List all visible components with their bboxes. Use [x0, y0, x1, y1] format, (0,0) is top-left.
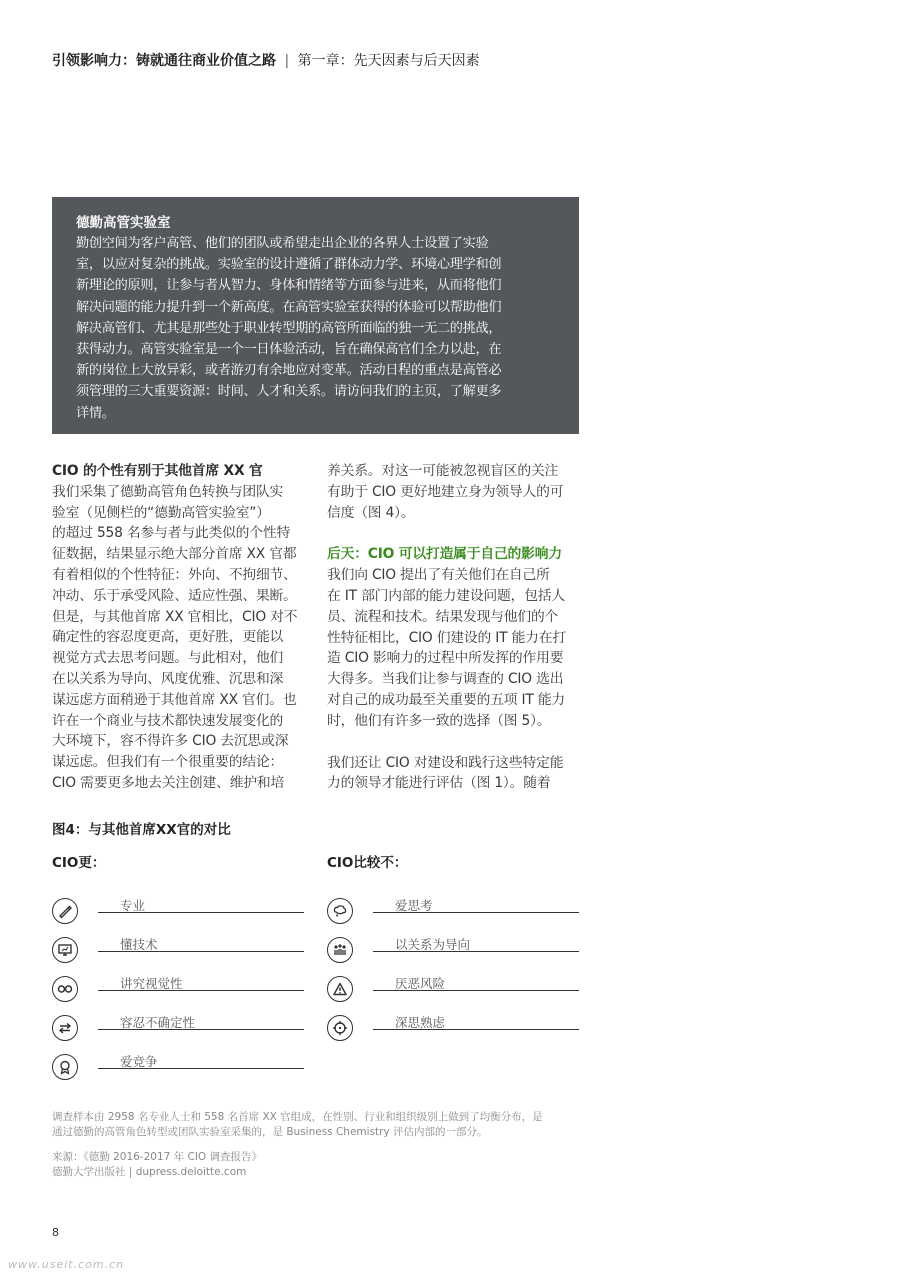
figure-item-label: 爱竞争 [120, 1054, 158, 1069]
text-line: 许在一个商业与技术都快速发展变化的 [52, 712, 284, 729]
text-line: 有助于 CIO 更好地建立身为领导人的可 [327, 483, 564, 500]
monitor-icon [52, 937, 78, 963]
sidebar-body [76, 233, 557, 424]
survey-note [52, 1110, 582, 1140]
sidebar-line: 勤创空间为客户高管、他们的团队或希望走出企业的各界人士设置了实验 [76, 236, 489, 251]
body-paragraph [327, 753, 581, 795]
note-line: 调查样本由 2958 名专业人士和 558 名首席 XX 官组成，在性别、行业和组织级别上做到了均衡分布，是 [52, 1111, 543, 1123]
thought-bubble-icon [327, 898, 353, 924]
section-heading: CIO 的个性有别于其他首席 XX 官 [52, 463, 263, 479]
running-header [52, 50, 480, 70]
text-line: 但是，与其他首席 XX 官相比，CIO 对不 [52, 608, 298, 625]
text-line: 有着相似的个性特征：外向、不拘细节、 [52, 566, 297, 583]
pen-icon [52, 898, 78, 924]
body-paragraph [327, 565, 581, 731]
page-number: 8 [52, 1226, 59, 1239]
header-separator: | [284, 53, 290, 69]
award-ribbon-icon [52, 1054, 78, 1080]
body-paragraph [52, 482, 306, 794]
sidebar-line: 室，以应对复杂的挑战。实验室的设计遵循了群体动力学、环境心理学和创 [76, 257, 502, 273]
sidebar-line: 解决高管们、尤其是那些处于职业转型期的高管所面临的独一无二的挑战， [76, 320, 502, 336]
source-note [52, 1150, 262, 1180]
text-line: 员、流程和技术。结果发现与他们的个 [327, 608, 559, 625]
target-icon [327, 1015, 353, 1041]
source-line: 来源：《德勤 2016-2017 年 CIO 调查报告》 [52, 1151, 263, 1163]
sidebar-line: 解决问题的能力提升到一个新高度。在高管实验室获得的体验可以帮助他们 [76, 299, 502, 315]
text-line: 性特征相比，CIO 们建设的 IT 能力在打 [327, 629, 566, 646]
figure-item-label: 讲究视觉性 [120, 976, 183, 991]
text-line: 视觉方式去思考问题。与此相对，他们 [52, 650, 284, 667]
figure-item-label: 深思熟虑 [395, 1015, 446, 1030]
body-paragraph [327, 461, 581, 523]
text-line: 大得多。当我们让参与调查的 CIO 选出 [327, 671, 564, 688]
figure-item [52, 1054, 306, 1106]
figure-item [52, 1015, 306, 1067]
text-line: 冲动、乐于承受风险、适应性强、果断。 [52, 587, 297, 604]
figure-group-title-more: CIO更： [52, 855, 106, 871]
source-line: 德勤大学出版社 | dupress.deloitte.com [52, 1166, 247, 1178]
figure-item-label: 懂技术 [120, 937, 158, 952]
text-line: 养关系。对这一可能被忽视盲区的关注 [327, 463, 559, 479]
header-title: 引领影响力：铸就通往商业价值之路 [52, 53, 276, 69]
figure-item-label: 容忍不确定性 [120, 1015, 196, 1030]
text-line: 的超过 558 名参与者与此类似的个性特 [52, 525, 291, 542]
text-line: 对自己的成功最至关重要的五项 IT 能力 [327, 691, 566, 708]
sidebar-line: 获得动力。高管实验室是一个一日体验活动，旨在确保高官们全力以赴，在 [76, 342, 502, 358]
text-line: 征数据，结果显示绝大部分首席 XX 官都 [52, 546, 297, 563]
text-line: 在 IT 部门内部的能力建设问题，包括人 [327, 587, 566, 604]
sidebar-line: 新的岗位上大放异彩，或者游刃有余地应对变革。活动日程的重点是高管必 [76, 363, 502, 379]
text-line: 时，他们有许多一致的选择（图 5）。 [327, 712, 551, 729]
text-line: 信度（图 4）。 [327, 504, 415, 521]
figure-item [327, 976, 581, 1028]
sidebar-box [52, 197, 579, 434]
text-line: 确定性的容忍度更高，更好胜，更能以 [52, 629, 284, 646]
note-line: 通过德勤的高管角色转型或团队实验室采集的，是 Business Chemistry 评估内部的一部分。 [52, 1126, 488, 1138]
text-line: 大环境下，容不得许多 CIO 去沉思或深 [52, 733, 289, 750]
figure-item-label: 爱思考 [395, 898, 433, 913]
figure-item [327, 937, 581, 989]
text-line: 力的领导才能进行评估（图 1）。随着 [327, 775, 551, 792]
right-column [327, 461, 581, 794]
sidebar-line: 新理论的原则，让参与者从智力、身体和情绪等方面参与进来，从而将他们 [76, 278, 502, 294]
text-line: 在以关系为导向、风度优雅、沉思和深 [52, 670, 284, 687]
figure-title: 图4：与其他首席XX官的对比 [52, 822, 231, 838]
figure-item-label: 专业 [120, 898, 146, 913]
figure-item [52, 898, 306, 950]
text-line: 我们向 CIO 提出了有关他们在自己所 [327, 567, 550, 584]
section-heading: 后天：CIO 可以打造属于自己的影响力 [327, 546, 562, 563]
text-line: 我们采集了德勤高管角色转换与团队实 [52, 483, 284, 500]
text-line: 验室（见侧栏的“德勤高管实验室”） [52, 504, 270, 521]
sidebar-line: 须管理的三大重要资源：时间、人才和关系。请访问我们的主页，了解更多 [76, 384, 502, 400]
arrows-icon [52, 1015, 78, 1041]
figure-item [327, 1015, 581, 1067]
glasses-icon [52, 976, 78, 1002]
figure-item-label: 厌恶风险 [395, 976, 446, 991]
people-icon [327, 937, 353, 963]
text-line: 谋远虑。但我们有一个很重要的结论： [52, 754, 284, 771]
text-line: 造 CIO 影响力的过程中所发挥的作用要 [327, 650, 564, 667]
text-line: CIO 需要更多地去关注创建、维护和培 [52, 774, 285, 791]
watermark: www.useit.com.cn [8, 1258, 125, 1271]
left-column [52, 461, 306, 794]
figure-item-label: 以关系为导向 [395, 937, 471, 952]
sidebar-title: 德勤高管实验室 [76, 215, 171, 231]
warning-icon [327, 976, 353, 1002]
sidebar-line: 详情。 [76, 405, 115, 421]
figure-group-title-less: CIO比较不： [327, 855, 408, 871]
text-line: 谋远虑方面稍逊于其他首席 XX 官们。也 [52, 691, 297, 708]
text-line: 我们还让 CIO 对建设和践行这些特定能 [327, 754, 564, 771]
header-chapter: 第一章：先天因素与后天因素 [297, 53, 480, 69]
